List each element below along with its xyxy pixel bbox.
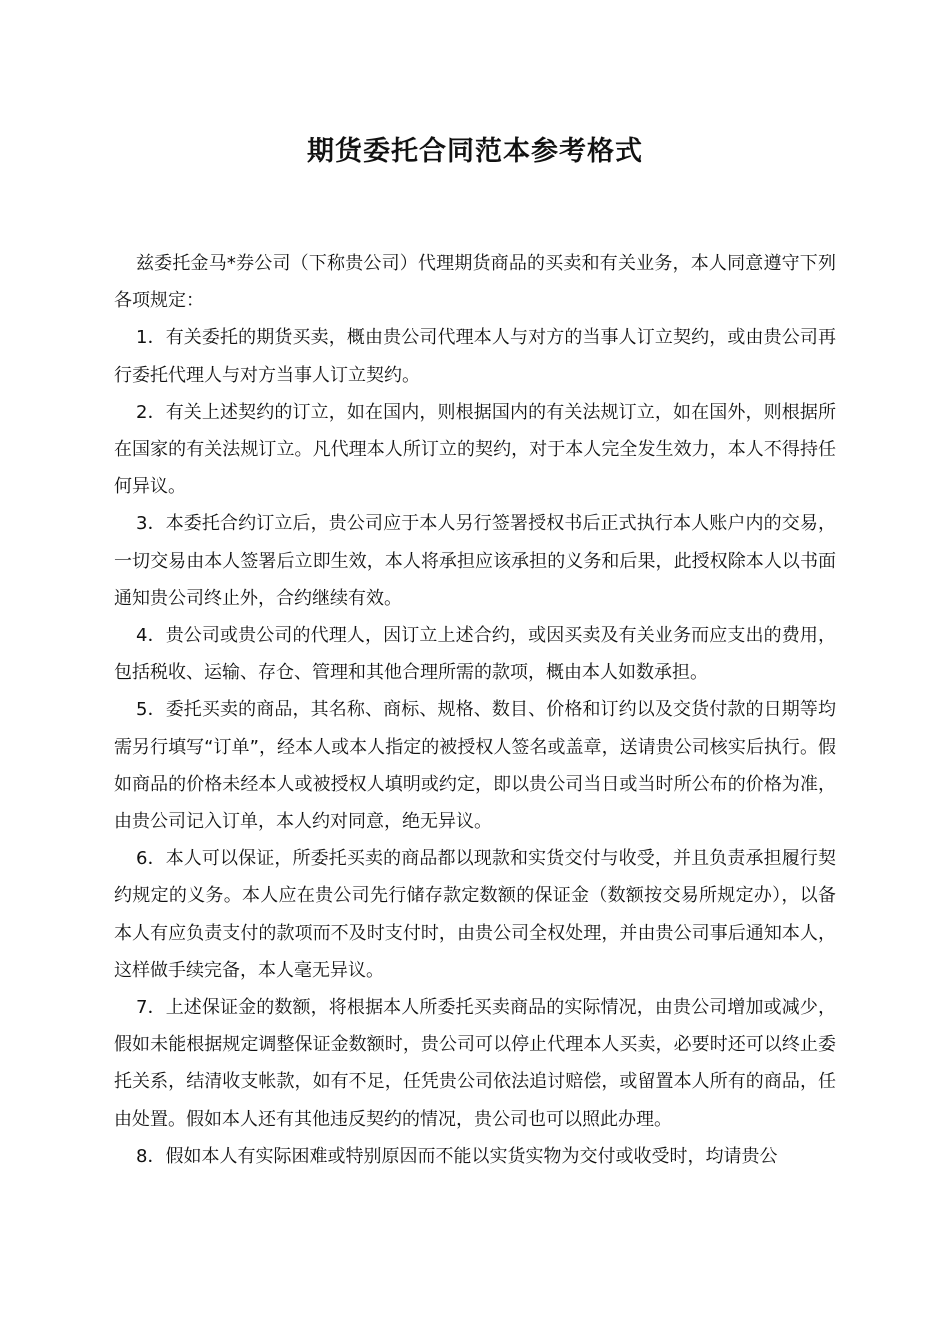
- clause-5-paragraph: 5．委托买卖的商品，其名称、商标、规格、数目、价格和订约以及交货付款的日期等均需另行填写“订单”，经本人或本人指定的被授权人签名或盖章，送请贵公司核实后执行。假如商品的价格未经本人或被授权人填明或约定，即以贵公司当日或当时所公布的价格为准，由贵公司记入订单，本人约对同意，绝无异议。: [114, 699, 836, 833]
- intro-paragraph: 兹委托金马*券公司（下称贵公司）代理期货商品的买卖和有关业务，本人同意遵守下列各项规定：: [114, 253, 836, 312]
- clause-4-paragraph: 4．贵公司或贵公司的代理人，因订立上述合约，或因买卖及有关业务而应支出的费用，包括税收、运输、存仓、管理和其他合理所需的款项，概由本人如数承担。: [114, 625, 836, 684]
- document-body: [114, 245, 836, 1175]
- clause-1-paragraph: 1．有关委托的期货买卖，概由贵公司代理本人与对方的当事人订立契约，或由贵公司再行委托代理人与对方当事人订立契约。: [114, 327, 836, 386]
- clause-2-paragraph: 2．有关上述契约的订立，如在国内，则根据国内的有关法规订立，如在国外，则根据所在国家的有关法规订立。凡代理本人所订立的契约，对于本人完全发生效力，本人不得持任何异议。: [114, 401, 836, 498]
- clause-7-paragraph: 7．上述保证金的数额，将根据本人所委托买卖商品的实际情况，由贵公司增加或减少，假如未能根据规定调整保证金数额时，贵公司可以停止代理本人买卖，必要时还可以终止委托关系，结清收支帐款，如有不足，任凭贵公司依法追讨赔偿，或留置本人所有的商品，任由处置。假如本人还有其他违反契约的情况，贵公司也可以照此办理。: [114, 997, 836, 1130]
- document-title: 期货委托合同范本参考格式: [307, 136, 643, 167]
- clause-3-paragraph: 3．本委托合约订立后，贵公司应于本人另行签署授权书后正式执行本人账户内的交易，一切交易由本人签署后立即生效，本人将承担应该承担的义务和后果，此授权除本人以书面通知贵公司终止外，合约继续有效。: [114, 513, 836, 609]
- clause-8-paragraph: 8．假如本人有实际困难或特别原因而不能以实货实物为交付或收受时，均请贵公: [136, 1145, 778, 1167]
- clause-6-paragraph: 6．本人可以保证，所委托买卖的商品都以现款和实货交付与收受，并且负责承担履行契约规定的义务。本人应在贵公司先行储存款定数额的保证金（数额按交易所规定办），以备本人有应负责支付的款项而不及时支付时，由贵公司全权处理，并由贵公司事后通知本人，这样做手续完备，本人毫无异议。: [114, 848, 836, 981]
